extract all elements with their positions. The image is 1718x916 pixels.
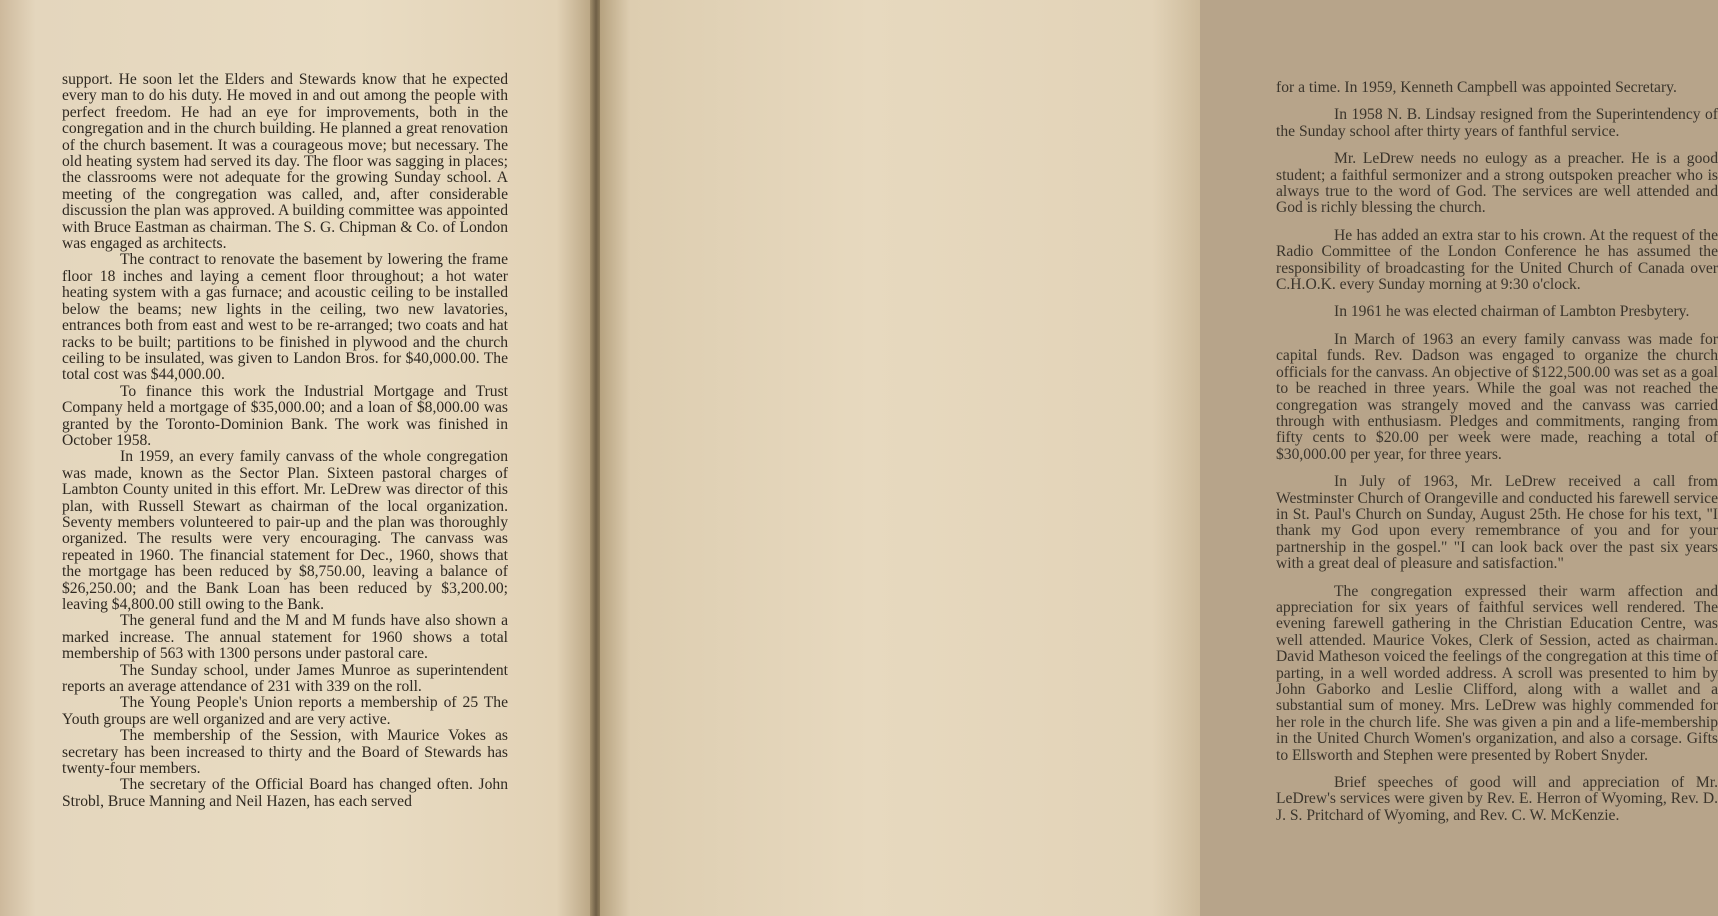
paragraph: Mr. LeDrew needs no eulogy as a preacher. He is a good student; a faithful sermonizer and a strong outspoken preacher who is always true to the word of God. The services are well attended and God is richly blessing the church. xyxy=(1276,150,1718,217)
paragraph: support. He soon let the Elders and Stewards know that he expected every man to do his duty. He moved in and out among the people with perfect freedom. He had an eye for improvements, both in the congregation and in the church building. He planned a great renovation of the church basement. It was a courageous move; but necessary. The old heating system had served its day. The floor was sagging in places; the classrooms were not adequate for the growing Sunday school. A meeting of the congregation was called, and, after considerable discussion the plan was approved. A building committee was appointed with Bruce Eastman as chairman. The S. G. Chipman & Co. of London was engaged as architects. xyxy=(62,71,508,253)
paragraph: In 1959, an every family canvass of the whole congregation was made, known as the Sector Plan. Sixteen pastoral charges of Lambton County united in this effort. Mr. LeDrew was director of this plan, with Russell Stewart as chairman of the local organization. Seventy members volunteered to pair-up and the plan was thoroughly organized. The results were very encouraging. The canvass was repeated in 1960. The financial statement for Dec., 1960, shows that the mortgage has been reduced by $8,750.00, leaving a balance of $26,250.00; and the Bank Loan has been reduced by $3,200.00; leaving $4,800.00 still owing to the Bank. xyxy=(62,448,508,613)
paragraph: The general fund and the M and M funds have also shown a marked increase. The annual statement for 1960 shows a total membership of 563 with 1300 persons under pastoral care. xyxy=(62,612,508,663)
paragraph: In July of 1963, Mr. LeDrew received a call from Westminster Church of Orangeville and conducted his farewell service in St. Paul's Church on Sunday, August 25th. He chose for his text, "I thank my God upon every remembrance of you and for your partnership in the gospel." "I can look back over the past six years with a great deal of pleasure and satisfaction." xyxy=(1276,473,1718,573)
paragraph: The Young People's Union reports a membership of 25 The Youth groups are well organized and are very active. xyxy=(62,694,508,728)
paragraph: The congregation expressed their warm affection and appreciation for six years of faithful services well rendered. The evening farewell gathering in the Christian Education Centre, was well attended. Maurice Vokes, Clerk of Session, acted as chairman. David Matheson voiced the feelings of the congregation at this time of parting, in a well worded address. A scroll was presented to him by John Gaborko and Leslie Clifford, along with a wallet and a substantial sum of money. Mrs. LeDrew was highly commended for her role in the church life. She was given a pin and a life-membership in the United Church Women's organization, and also a corsage. Gifts to Ellsworth and Stephen were presented by Robert Snyder. xyxy=(1276,582,1718,764)
paragraph: In March of 1963 an every family canvass was made for capital funds. Rev. Dadson was engaged to organize the church officials for the canvass. An objective of $122,500.00 was set as a goal to be reached in three years. While the goal was not reached the congregation was strangely moved and the canvass was carried through with enthusiasm. Pledges and commitments, ranging from fifty cents to $20.00 per week were made, reaching a total of $30,000.00 per year, for three years. xyxy=(1276,330,1718,463)
paragraph: The Sunday school, under James Munroe as superintendent reports an average attendance of 231 with 339 on the roll. xyxy=(62,661,508,696)
paragraph: The contract to renovate the basement by lowering the frame floor 18 inches and laying a cement floor throughout; a hot water heating system with a gas furnace; and acoustic ceiling to be installed below the beams; new lights in the ceiling, two new lavatories, entrances both from east and west to be re-arranged; two coats and hat racks to be built; partitions to be finished in plywood and the church ceiling to be insulated, was given to Landon Bros. for $40,000.00. The total cost was $44,000.00. xyxy=(62,251,508,384)
left-page-text xyxy=(62,72,508,810)
paragraph: The secretary of the Official Board has changed often. John Strobl, Bruce Manning and Neil Hazen, has each served xyxy=(62,776,508,810)
left-page xyxy=(0,0,592,916)
paragraph: He has added an extra star to his crown. At the request of the Radio Committee of the London Conference he has assumed the responsibility of broadcasting for the United Church of Canada over C.H.O.K. every Sunday morning at 9:30 o'clock. xyxy=(1276,226,1718,294)
right-page-text xyxy=(1276,80,1718,824)
paragraph: In 1958 N. B. Lindsay resigned from the Superintendency of the Sunday school after thirty years of fanthful service. xyxy=(1276,106,1718,140)
paragraph: The membership of the Session, with Maurice Vokes as secretary has been increased to thirty and the Board of Stewards has twenty-four members. xyxy=(62,727,508,778)
paragraph: for a time. In 1959, Kenneth Campbell was appointed Secretary. xyxy=(1276,79,1677,96)
right-page xyxy=(600,0,1718,916)
paragraph: In 1961 he was elected chairman of Lambton Presbytery. xyxy=(1334,303,1690,321)
paragraph: To finance this work the Industrial Mortgage and Trust Company held a mortgage of $35,000.00; and a loan of $8,000.00 was granted by the Toronto-Dominion Bank. The work was finished in October 1958. xyxy=(62,382,508,449)
paragraph: Brief speeches of good will and appreciation of Mr. LeDrew's services were given by Rev. E. Herron of Wyoming, Rev. D. J. S. Pritchard of Wyoming, and Rev. C. W. McKenzie. xyxy=(1276,774,1718,824)
